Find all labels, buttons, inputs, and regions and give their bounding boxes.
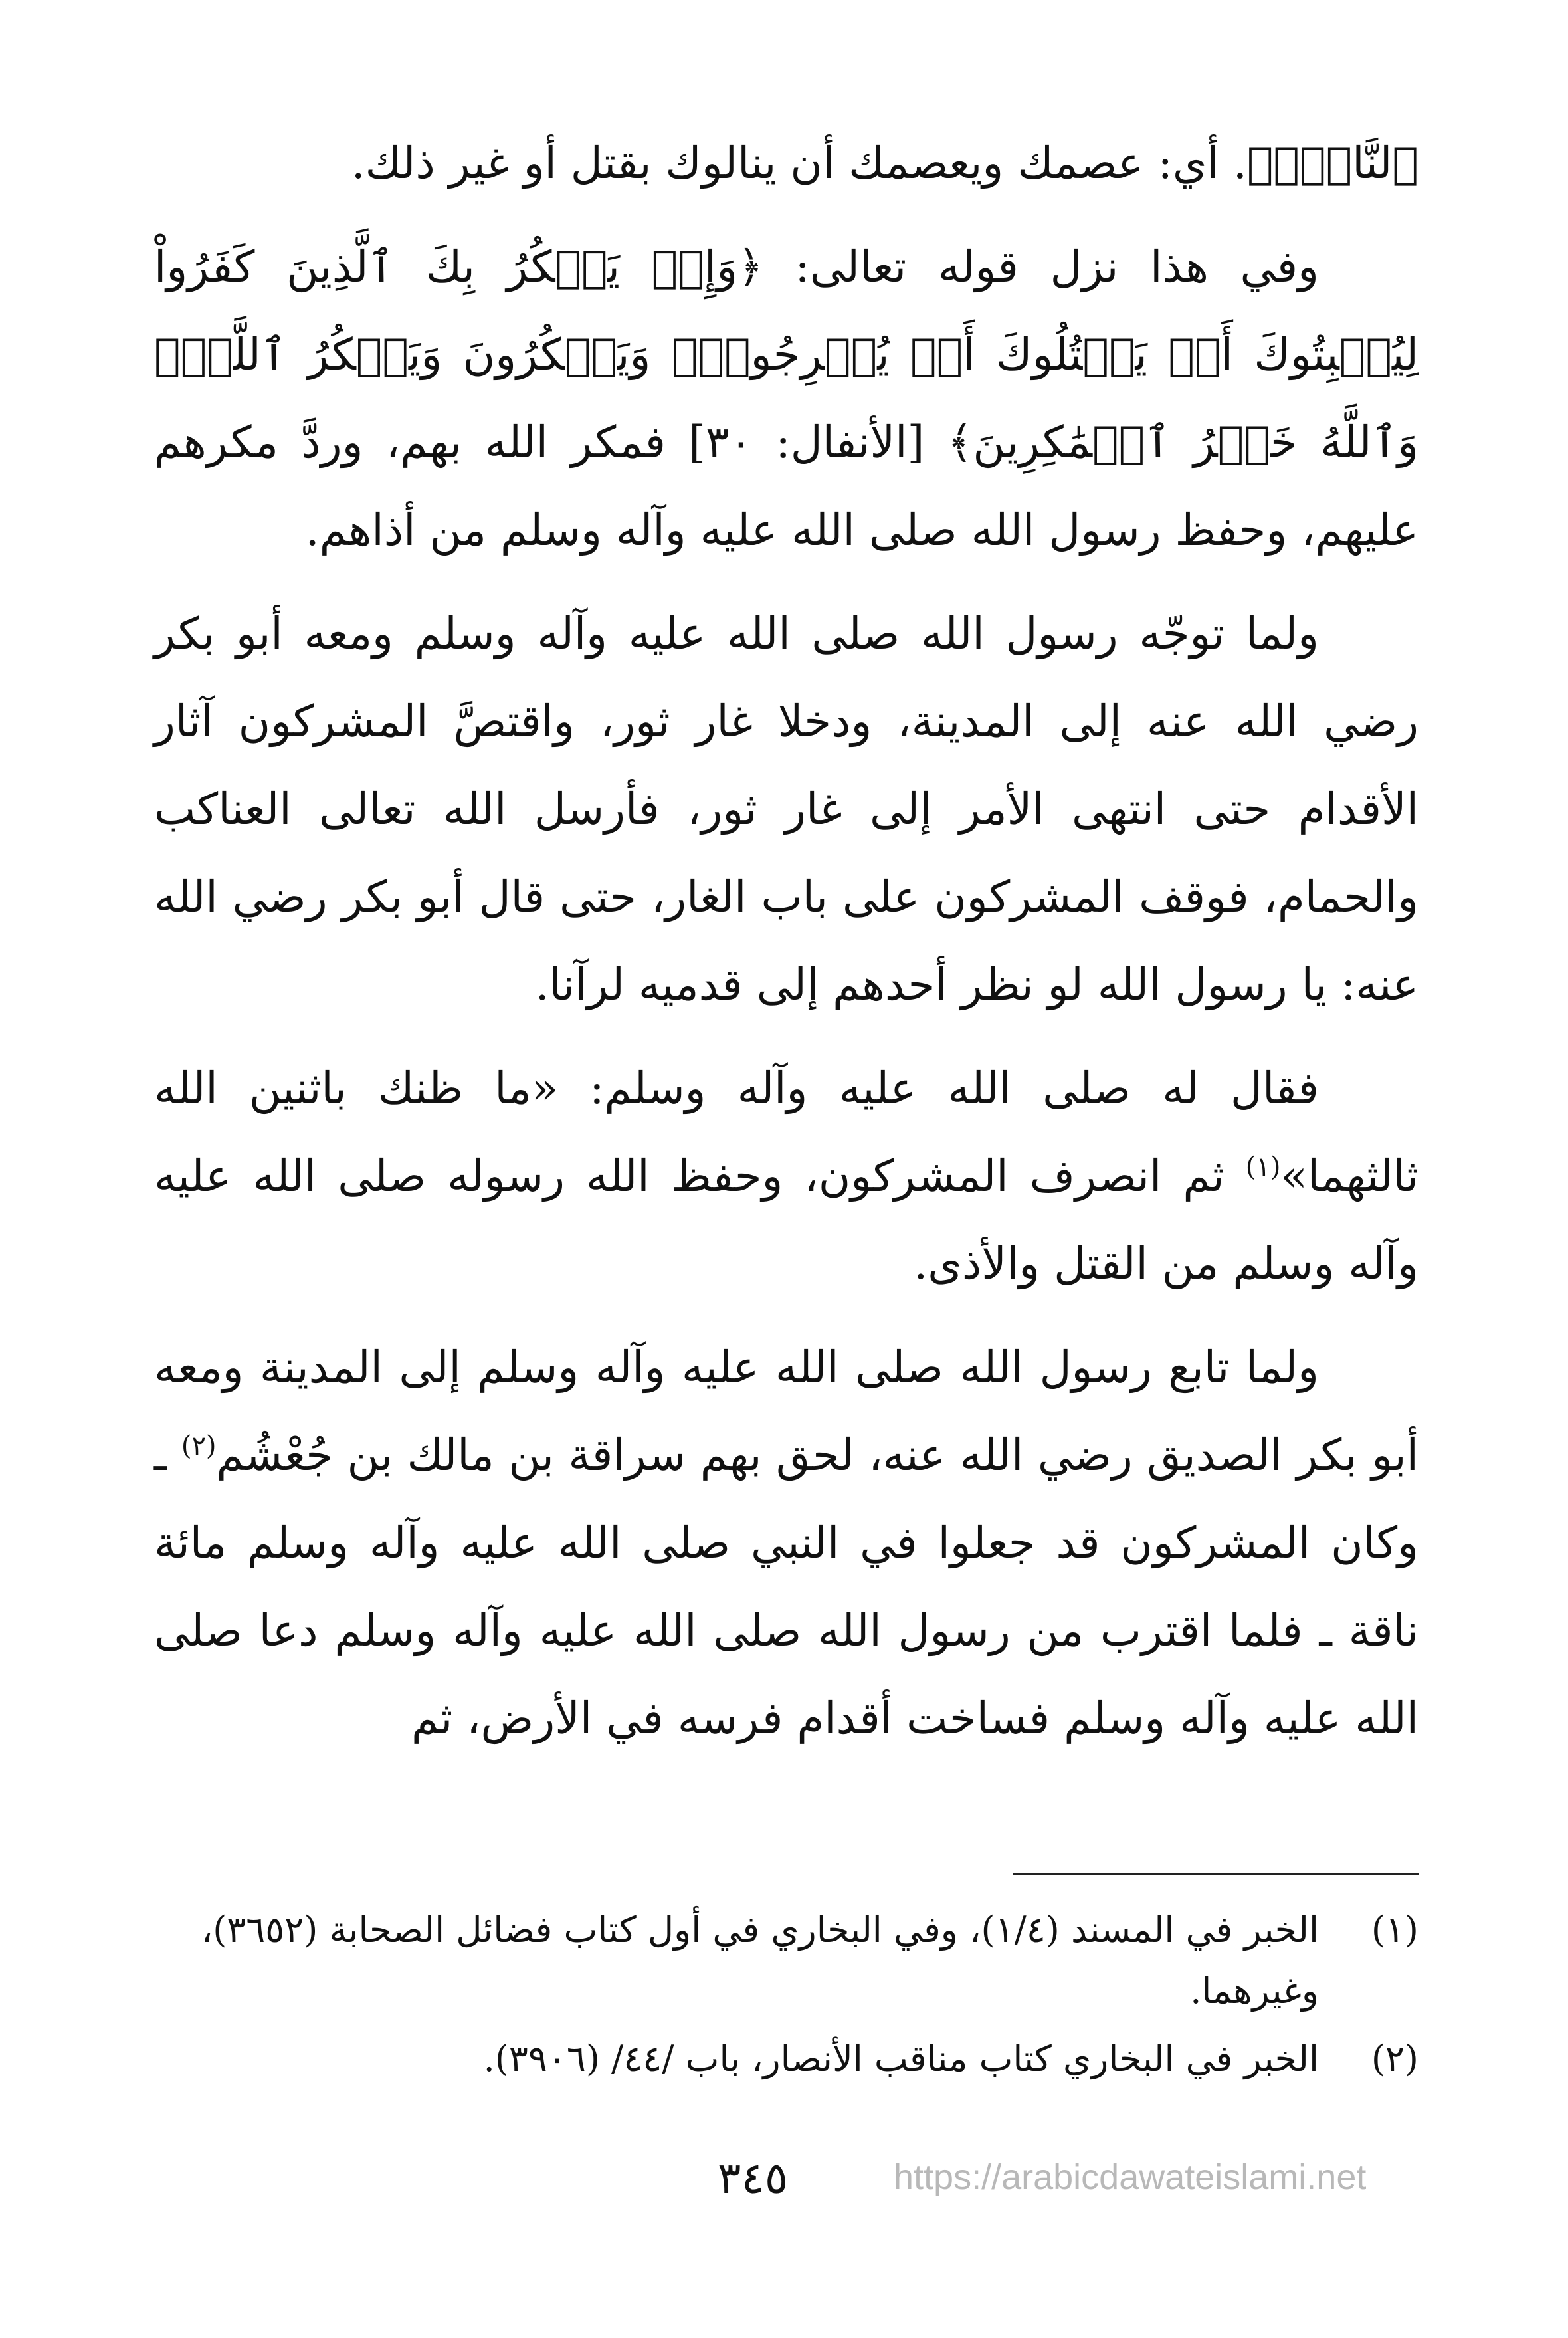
footnote-reference: (١) xyxy=(1245,1152,1281,1182)
footnote-1 xyxy=(154,1899,1419,2022)
paragraph-4 xyxy=(154,1045,1419,1308)
paragraph-text: ولما تابع رسول الله صلى الله عليه وآله وسلم إلى المدينة ومعه أبو بكر الصديق رضي الله عنه، لحق بهم سراقة بن مالك بن جُعْشُم xyxy=(154,1342,1419,1481)
quran-verse: ﴿وَإِذۡ يَمۡكُرُ بِكَ ٱلَّذِينَ كَفَرُواْ لِيُثۡبِتُوكَ أَوۡ يَقۡتُلُوكَ أَوۡ يُخۡرِجُوكَۚ وَيَمۡكُرُونَ وَيَمۡكُرُ ٱللَّهُۖ وَٱللَّهُ خَيۡرُ ٱلۡمَٰكِرِينَ﴾ xyxy=(154,241,1419,468)
footnotes xyxy=(154,1899,1419,2096)
paragraph-2 xyxy=(154,223,1419,574)
paragraph-text: ولما توجّه رسول الله صلى الله عليه وآله وسلم ومعه أبو بكر رضي الله عنه إلى المدينة، ودخلا غار ثور، واقتصَّ المشركون آثار الأقدام حتى انتهى الأمر إلى غار ثور، فأرسل الله تعالى العناكب والحمام، فوقف المشركون على باب الغار، حتى قال أبو بكر رضي الله عنه: يا رسول الله لو نظر أحدهم إلى قدميه لرآنا. xyxy=(154,608,1419,1010)
page-number: ٣٤٥ xyxy=(718,2153,789,2204)
main-text xyxy=(154,120,1419,1778)
footnote-2 xyxy=(154,2028,1419,2089)
paragraph-text: ـ وكان المشركون قد جعلوا في النبي صلى الله عليه وآله وسلم مائة ناقة ـ فلما اقترب من رسول الله صلى الله عليه وآله وسلم دعا صلى الله عليه وآله وسلم فساخت أقدام فرسه في الأرض، ثم xyxy=(154,1430,1419,1744)
paragraph-text: . أي: عصمك ويعصمك أن ينالوك بقتل أو غير ذلك. xyxy=(351,138,1247,189)
paragraph-3 xyxy=(154,590,1419,1029)
footnote-1-number: (١) xyxy=(1371,1909,1419,1951)
footnote-separator xyxy=(1013,1873,1419,1875)
paragraph-5 xyxy=(154,1324,1419,1762)
paragraph-1 xyxy=(154,120,1419,207)
paragraph-text: وفي هذا نزل قوله تعالى: xyxy=(763,241,1319,292)
paragraph-text: ثم انصرف المشركون، وحفظ الله رسوله صلى الله عليه وآله وسلم من القتل والأذى. xyxy=(154,1150,1419,1289)
footnote-2-number: (٢) xyxy=(1371,2038,1419,2079)
page-footer xyxy=(0,2139,1568,2218)
footnote-reference: (٢) xyxy=(181,1431,217,1461)
paragraph-text: فقال له صلى الله عليه وآله وسلم: «ما ظنك باثنين الله ثالثهما» xyxy=(154,1063,1419,1202)
footnote-1-text: الخبر في المسند (١/٤)، وفي البخاري في أول كتاب فضائل الصحابة (٣٦٥٢)، وغيرهما. xyxy=(201,1909,1319,2012)
watermark: https://arabicdawateislami.net xyxy=(894,2157,1367,2197)
quran-verse: ٱلنَّاسِۗ﴾ xyxy=(1246,138,1419,189)
paragraph-text: [الأنفال: ٣٠] فمكر الله بهم، وردَّ مكرهم عليهم، وحفظ رسول الله صلى الله عليه وآله وسلم من أذاهم. xyxy=(154,417,1419,556)
footnote-2-text: الخبر في البخاري كتاب مناقب الأنصار، باب /٤٤/ (٣٩٠٦). xyxy=(483,2038,1319,2079)
